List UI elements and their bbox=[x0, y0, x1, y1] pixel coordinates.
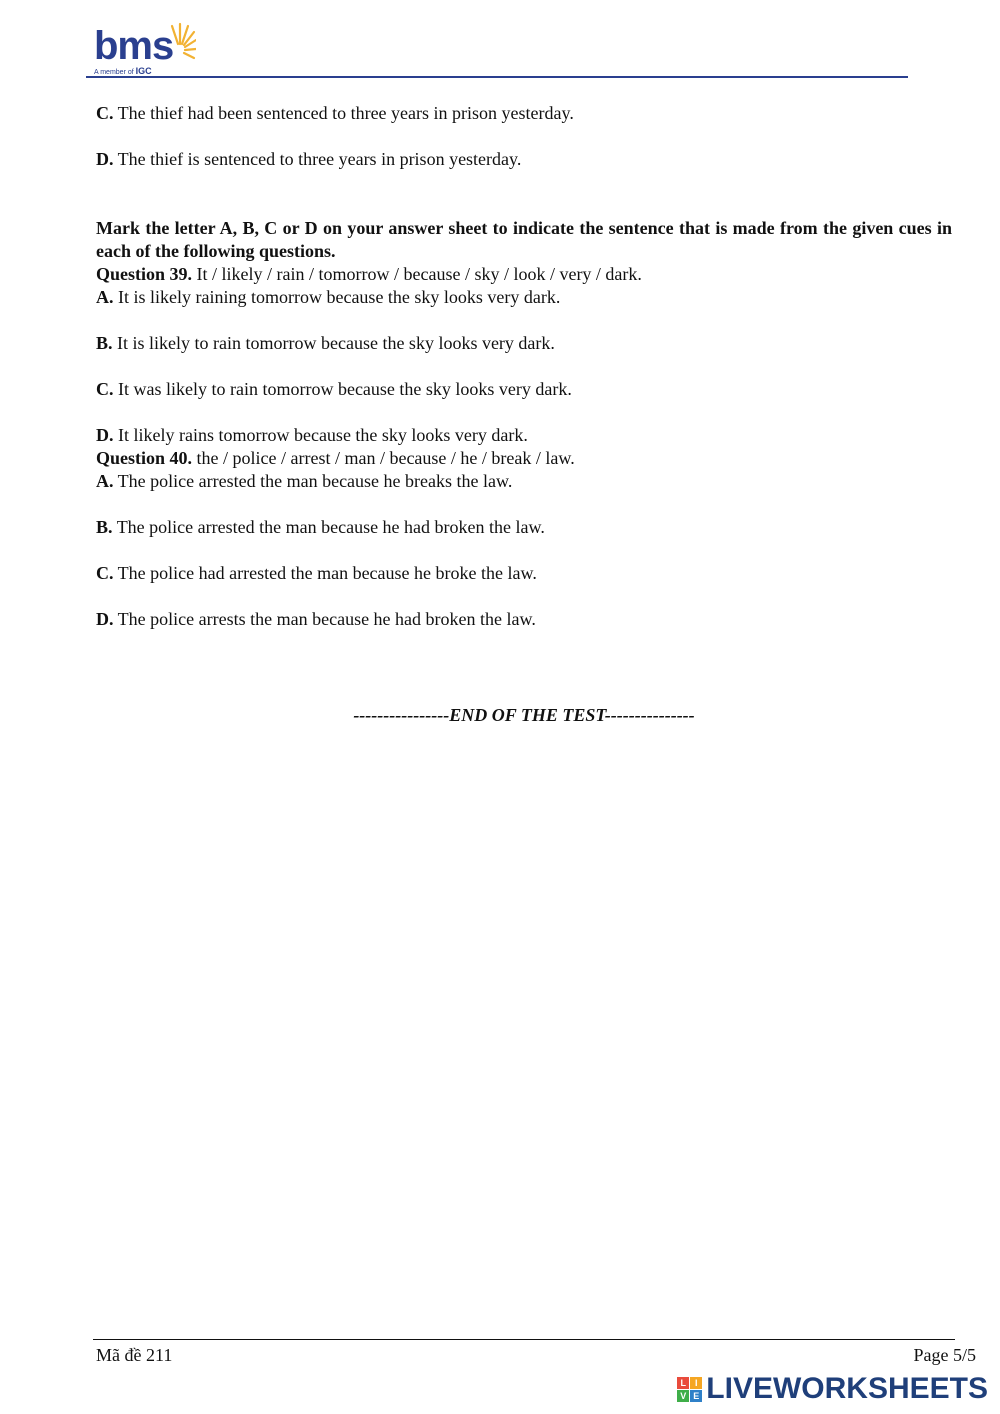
question-cue: the / police / arrest / man / because / he / break / law. bbox=[192, 448, 575, 468]
q38-option-d bbox=[96, 148, 952, 171]
q39-option-a bbox=[96, 286, 952, 309]
option-letter: D. bbox=[96, 425, 114, 445]
logo-tagline-brand: IGC bbox=[135, 66, 152, 76]
question-label: Question 39. bbox=[96, 264, 193, 284]
footer-rule bbox=[93, 1339, 955, 1340]
option-text: It is likely raining tomorrow because the sky looks very dark. bbox=[113, 287, 561, 307]
section-instruction: Mark the letter A, B, C or D on your answer sheet to indicate the sentence that is made from the given cues in each of the following questions. bbox=[96, 218, 952, 261]
option-text: The thief had been sentenced to three years in prison yesterday. bbox=[113, 103, 574, 123]
q39-option-c bbox=[96, 378, 952, 401]
option-text: It likely rains tomorrow because the sky looks very dark. bbox=[113, 425, 528, 445]
option-text: The thief is sentenced to three years in prison yesterday. bbox=[113, 149, 522, 169]
grid-cell: L bbox=[677, 1377, 689, 1389]
option-text: It was likely to rain tomorrow because the sky looks very dark. bbox=[113, 379, 572, 399]
exam-code: Mã đề 211 bbox=[96, 1345, 173, 1365]
grid-cell: V bbox=[677, 1390, 689, 1402]
option-text: It is likely to rain tomorrow because the sky looks very dark. bbox=[112, 333, 555, 353]
end-of-test: ----------------END OF THE TEST--------------- bbox=[353, 705, 695, 725]
option-letter: D. bbox=[96, 149, 114, 169]
q38-option-c bbox=[96, 102, 952, 125]
question-40-stem bbox=[96, 447, 952, 470]
logo-tagline-prefix: A member of bbox=[94, 69, 134, 76]
option-letter: D. bbox=[96, 609, 114, 629]
page-number: Page 5/5 bbox=[913, 1345, 976, 1365]
test-content bbox=[96, 102, 952, 631]
question-cue: It / likely / rain / tomorrow / because / sky / look / very / dark. bbox=[192, 264, 642, 284]
logo-tagline bbox=[94, 66, 152, 76]
question-label: Question 40. bbox=[96, 448, 193, 468]
option-text: The police arrests the man because he had broken the law. bbox=[113, 609, 536, 629]
option-text: The police arrested the man because he breaks the law. bbox=[113, 471, 513, 491]
logo-wordmark: bms bbox=[94, 24, 174, 68]
q40-option-b bbox=[96, 516, 952, 539]
q39-option-d bbox=[96, 424, 952, 447]
option-letter: A. bbox=[96, 287, 114, 307]
grid-cell: E bbox=[690, 1390, 702, 1402]
grid-cell: I bbox=[690, 1377, 702, 1389]
liveworksheets-grid-icon bbox=[677, 1377, 702, 1402]
header-rule bbox=[86, 76, 908, 78]
q40-option-a bbox=[96, 470, 952, 493]
option-letter: B. bbox=[96, 517, 113, 537]
option-letter: B. bbox=[96, 333, 113, 353]
option-letter: C. bbox=[96, 563, 114, 583]
option-text: The police arrested the man because he had broken the law. bbox=[112, 517, 545, 537]
bms-logo bbox=[92, 22, 196, 78]
option-letter: A. bbox=[96, 471, 114, 491]
liveworksheets-logo[interactable] bbox=[677, 1372, 988, 1406]
option-text: The police had arrested the man because he broke the law. bbox=[113, 563, 537, 583]
liveworksheets-wordmark: LIVEWORKSHEETS bbox=[706, 1372, 988, 1405]
q40-option-d bbox=[96, 608, 952, 631]
option-letter: C. bbox=[96, 379, 114, 399]
option-letter: C. bbox=[96, 103, 114, 123]
q40-option-c bbox=[96, 562, 952, 585]
question-39-stem bbox=[96, 263, 952, 286]
q39-option-b bbox=[96, 332, 952, 355]
